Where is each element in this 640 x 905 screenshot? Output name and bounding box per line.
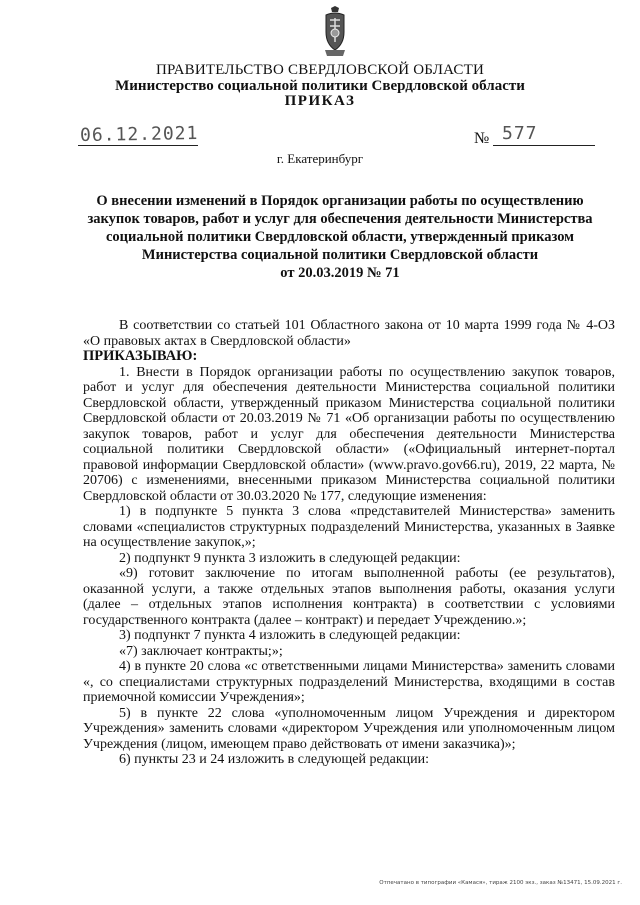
order-word: ПРИКАЗЫВАЮ: [83,348,198,364]
ministry-name: Министерство социальной политики Свердловской области [115,78,525,94]
subitem-2-paragraph: 2) подпункт 9 пункта 3 изложить в следующей редакции: [119,550,461,566]
document-body [83,318,615,768]
document-type: ПРИКАЗ [284,93,356,109]
subitem-3-text: «7) заключает контракты;»; [119,643,283,659]
coat-of-arms-icon [322,6,348,58]
title-line: социальной политики Свердловской области, утвержденный приказом [105,229,575,245]
title-line: от 20.03.2019 № 71 [280,265,400,281]
subitem-6-paragraph: 6) пункты 23 и 24 изложить в следующей редакции: [119,752,430,767]
subitem-2-text: «9) готовит заключение по итогам выполненной работы (ее результатов), оказанной услуги, а также отдельных этапов выполнения работы, оказания услуги (далее – отдельных этапов исполнения контракта) в соответствии с условиями государственного контракта (далее – контракт) и передает Учреждению.»; [83,566,615,628]
government-name: ПРАВИТЕЛЬСТВО СВЕРДЛОВСКОЙ ОБЛАСТИ [155,62,485,78]
handwritten-number: 577 [502,123,538,144]
printing-footer: Отпечатано в типографии «Камася», тираж 2100 экз., заказ №13471, 15.09.2021 г. [379,880,622,886]
date-underline [78,145,198,146]
item-1-paragraph: 1. Внести в Порядок организации работы по осуществлению закупок товаров, работ и услуг для обеспечения деятельности Министерства социальной политики Свердловской области, утвержденный приказом Министерства социальной политики Свердловской области от 20.03.2019 № 71 «Об организации работы по осуществлению закупок товаров, работ и услуг для обеспечения деятельности Министерства социальной политики Свердловской области» («Официальный интернет-портал правовой информации Свердловской области» (www.pravo.gov66.ru), 2019, 22 марта, № 20706) с изменениями, внесенными приказом Министерства социальной политики Свердловской области от 30.03.2020 № 177, следующие изменения: [83,364,615,504]
subitem-5-paragraph: 5) в пункте 22 слова «уполномоченным лицом Учреждения и директором Учреждения» заменить словами «директором Учреждения или уполномоченным лицом Учреждения (лицом, имеющем право действовать от имени заказчика)»; [83,705,615,752]
subitem-3-paragraph: 3) подпункт 7 пункта 4 изложить в следующей редакции: [119,628,461,643]
subitem-4-paragraph: 4) в пункте 20 слова «с ответственными лицами Министерства» заменить словами «, со специалистами структурных подразделений Министерства, входящими в состав приемочной комиссии Учреждения»; [83,659,615,705]
number-underline [493,145,595,146]
number-sign: № [474,130,490,147]
document-title [80,192,600,282]
city: г. Екатеринбург [276,151,364,166]
handwritten-date: 06.12.2021 [79,122,199,147]
title-line: О внесении изменений в Порядок организации работы по осуществлению [96,193,584,209]
title-line: Министерства социальной политики Свердловской области [141,247,539,263]
title-line: закупок товаров, работ и услуг для обеспечения деятельности Министерства [87,211,593,227]
preamble-paragraph: В соответствии со статьей 101 Областного закона от 10 марта 1999 года № 4-ОЗ «О правовых актах в Свердловской области» [83,318,615,349]
subitem-1-paragraph: 1) в подпункте 5 пункта 3 слова «представителей Министерства» заменить словами «специалистов структурных подразделений Министерства, указанных в Заявке на осуществление закупок,»; [83,504,615,550]
